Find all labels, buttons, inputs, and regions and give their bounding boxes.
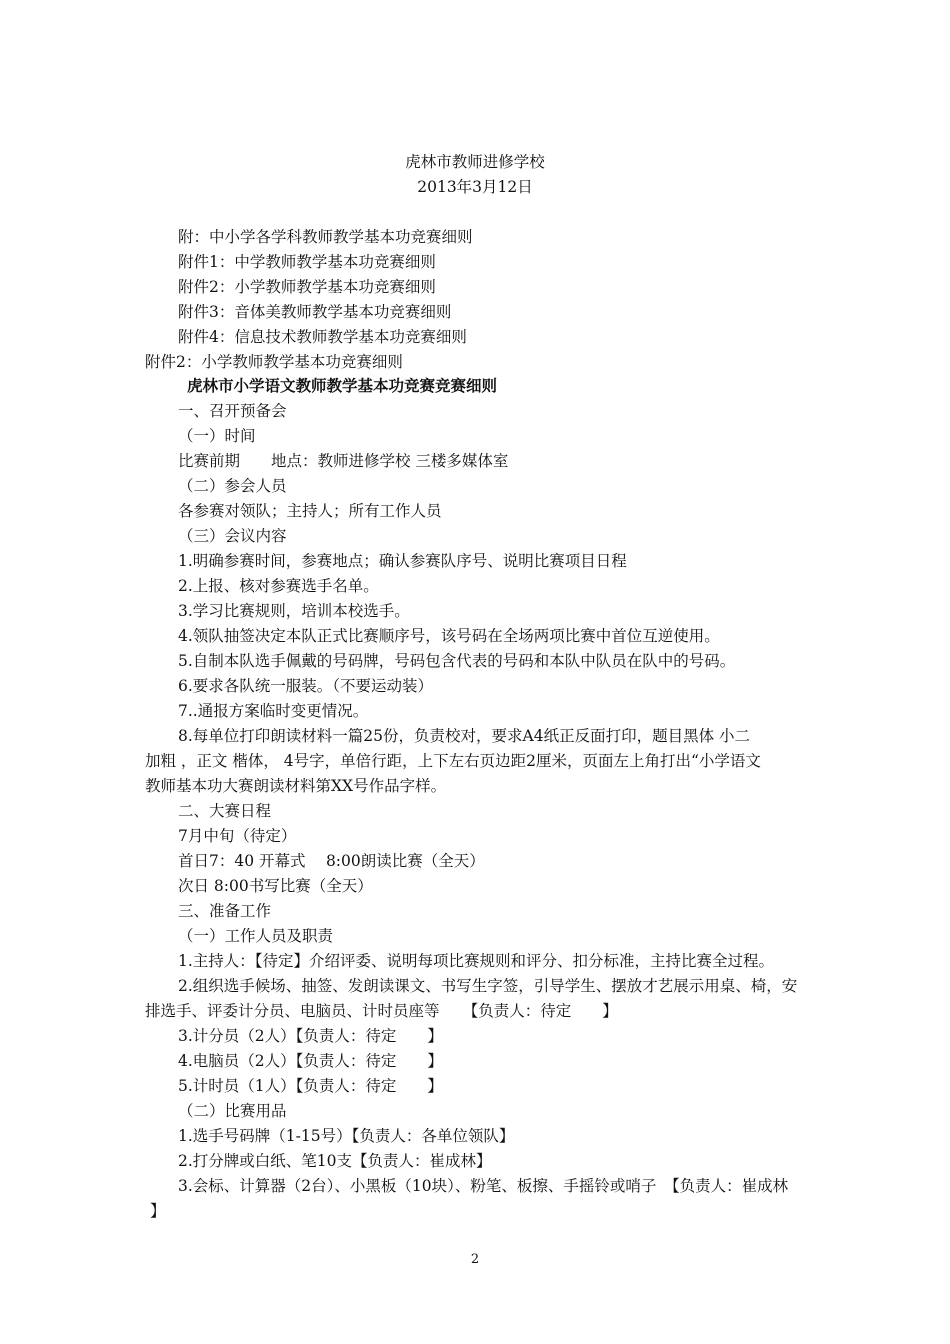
list-item: 2.上报、核对参赛选手名单。 xyxy=(178,577,379,595)
paragraph: 次日 8:00书写比赛（全天） xyxy=(178,877,373,895)
list-item-continuation: 】 xyxy=(150,1202,166,1220)
list-item: 4.电脑员（2人）【负责人：待定 】 xyxy=(178,1052,443,1070)
appendix-list-item: 附：中小学各学科教师教学基本功竞赛细则 xyxy=(178,228,473,246)
list-item: 1.选手号码牌（1-15号）【负责人：各单位领队】 xyxy=(178,1127,515,1145)
paragraph: 各参赛对领队；主持人；所有工作人员 xyxy=(178,502,442,520)
list-item: 1.明确参赛时间，参赛地点；确认参赛队序号、说明比赛项目日程 xyxy=(178,552,627,570)
appendix-list-item: 附件4：信息技术教师教学基本功竞赛细则 xyxy=(178,328,467,346)
list-item: 3.会标、计算器（2台）、小黑板（10块）、粉笔、板擦、手摇铃或哨子 【负责人：崔成林 xyxy=(178,1177,789,1195)
list-item: 6.要求各队统一服装。（不要运动装） xyxy=(178,677,434,695)
list-item: 8.每单位打印朗读材料一篇25份，负责校对，要求A4纸正反面打印，题目黑体 小二 xyxy=(178,727,750,745)
list-item: 2.组织选手候场、抽签、发朗读课文、书写生字签，引导学生、摆放才艺展示用桌、椅，安 xyxy=(178,977,798,995)
paragraph: 7月中旬（待定） xyxy=(178,827,297,845)
list-item-continuation: 教师基本功大赛朗读材料第XX号作品字样。 xyxy=(145,777,447,795)
list-item: 1.主持人：【待定】介绍评委、说明每项比赛规则和评分、扣分标准，主持比赛全过程。 xyxy=(178,952,775,970)
subsection-heading: （三）会议内容 xyxy=(178,527,287,545)
list-item: 5.自制本队选手佩戴的号码牌，号码包含代表的号码和本队中队员在队中的号码。 xyxy=(178,652,736,670)
appendix-list-item: 附件2：小学教师教学基本功竞赛细则 xyxy=(178,278,436,296)
appendix-heading: 附件2：小学教师教学基本功竞赛细则 xyxy=(145,353,403,371)
list-item-continuation: 排选手、评委计分员、电脑员、计时员座等 【负责人：待定 】 xyxy=(145,1002,618,1020)
document-date: 2013年3月12日 xyxy=(417,178,533,196)
section-heading: 一、召开预备会 xyxy=(178,402,287,420)
list-item: 3.学习比赛规则，培训本校选手。 xyxy=(178,602,410,620)
list-item: 3.计分员（2人）【负责人：待定 】 xyxy=(178,1027,443,1045)
paragraph: 首日7：40 开幕式 8:00朗读比赛（全天） xyxy=(178,852,485,870)
subsection-heading: （一）工作人员及职责 xyxy=(178,927,334,945)
list-item: 7..通报方案临时变更情况。 xyxy=(178,702,369,720)
document-title: 虎林市小学语文教师教学基本功竞赛竞赛细则 xyxy=(187,376,498,395)
section-heading: 二、大赛日程 xyxy=(178,802,272,820)
list-item: 4.领队抽签决定本队正式比赛顺序号，该号码在全场两项比赛中首位互逆使用。 xyxy=(178,627,720,645)
appendix-list-item: 附件3：音体美教师教学基本功竞赛细则 xyxy=(178,303,452,321)
paragraph: 比赛前期 地点：教师进修学校 三楼多媒体室 xyxy=(178,452,509,470)
list-item-continuation: 加粗 ，正文 楷体， 4号字，单倍行距，上下左右页边距2厘米，页面左上角打出“小学语文 xyxy=(145,752,761,770)
list-item: 2.打分牌或白纸、笔10支【负责人：崔成林】 xyxy=(178,1152,492,1170)
appendix-list-item: 附件1：中学教师教学基本功竞赛细则 xyxy=(178,253,436,271)
subsection-heading: （一）时间 xyxy=(178,427,256,445)
subsection-heading: （二）参会人员 xyxy=(178,477,287,495)
school-name: 虎林市教师进修学校 xyxy=(405,153,545,171)
list-item: 5.计时员（1人）【负责人：待定 】 xyxy=(178,1077,443,1095)
section-heading: 三、准备工作 xyxy=(178,902,272,920)
page-number: 2 xyxy=(470,1252,480,1267)
subsection-heading: （二）比赛用品 xyxy=(178,1102,287,1120)
